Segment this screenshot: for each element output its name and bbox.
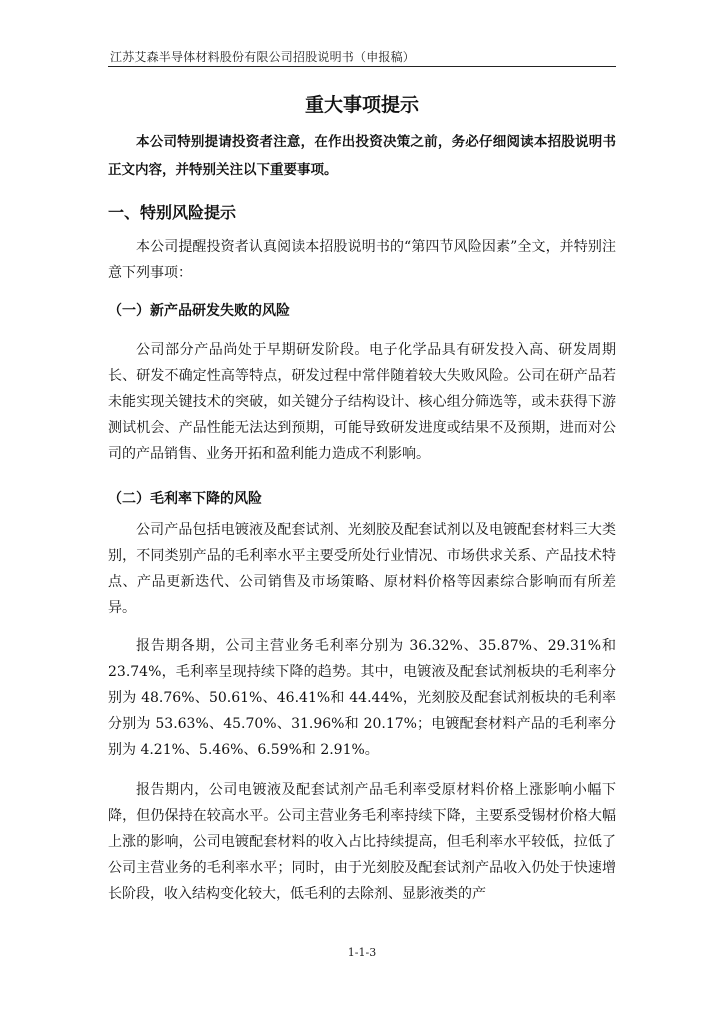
section-intro-paragraph: 本公司提醒投资者认真阅读本招股说明书的“第四节风险因素”全文，并特别注意下列事项： [108, 239, 616, 281]
subsection-heading-margin-risk: （二）毛利率下降的风险 [108, 491, 262, 507]
rd-risk-paragraph: 公司部分产品尚处于早期研发阶段。电子化学品具有研发投入高、研发周期长、研发不确定性高等特点，研发过程中常伴随着较大失败风险。公司在研产品若未能实现关键技术的突破，如关键分子结构设计、核心组分筛选等，或未获得下游测试机会、产品性能无法达到预期，可能导致研发进度或结果不及预期，进而对公司的产品销售、业务开拓和盈利能力造成不利影响。 [108, 342, 616, 462]
section-heading-special-risks: 一、特别风险提示 [108, 203, 237, 222]
document-header: 江苏艾森半导体材料股份有限公司招股说明书（申报稿） [110, 50, 416, 64]
margin-risk-paragraph-3: 报告期内，公司电镀液及配套试剂产品毛利率受原材料价格上涨影响小幅下降，但仍保持在较高水平。公司主营业务毛利率持续下降，主要系受锡材价格大幅上涨的影响，公司电镀配套材料的收入占比持续提高，但毛利率水平较低，拉低了公司主营业务的毛利率水平；同时，由于光刻胶及配套试剂产品收入仍处于快速增长阶段，收入结构变化较大，低毛利的去除剂、显影液类的产 [108, 782, 616, 902]
intro-notice: 本公司特别提请投资者注意，在作出投资决策之前，务必仔细阅读本招股说明书正文内容，并特别关注以下重要事项。 [108, 134, 616, 178]
page-number: 1-1-3 [347, 946, 377, 959]
page-title: 重大事项提示 [304, 94, 419, 116]
subsection-heading-rd-risk: （一）新产品研发失败的风险 [108, 303, 290, 319]
header-divider [108, 66, 616, 67]
margin-risk-paragraph-1: 公司产品包括电镀液及配套试剂、光刻胶及配套试剂以及电镀配套材料三大类别，不同类别产品的毛利率水平主要受所处行业情况、市场供求关系、产品技术特点、产品更新迭代、公司销售及市场策略、原材料价格等因素综合影响而有所差异。 [108, 522, 616, 616]
margin-risk-paragraph-2: 报告期各期，公司主营业务毛利率分别为 36.32%、35.87%、29.31%和23.74%，毛利率呈现持续下降的趋势。其中，电镀液及配套试剂板块的毛利率分别为 48.76%、50.61%、46.41%和 44.44%，光刻胶及配套试剂板块的毛利率分别为 53.63%、45.70%、31.96%和 20.17%；电镀配套材料产品的毛利率分别为 4.21%、5.46%、6.59%和 2.91%。 [108, 638, 616, 758]
